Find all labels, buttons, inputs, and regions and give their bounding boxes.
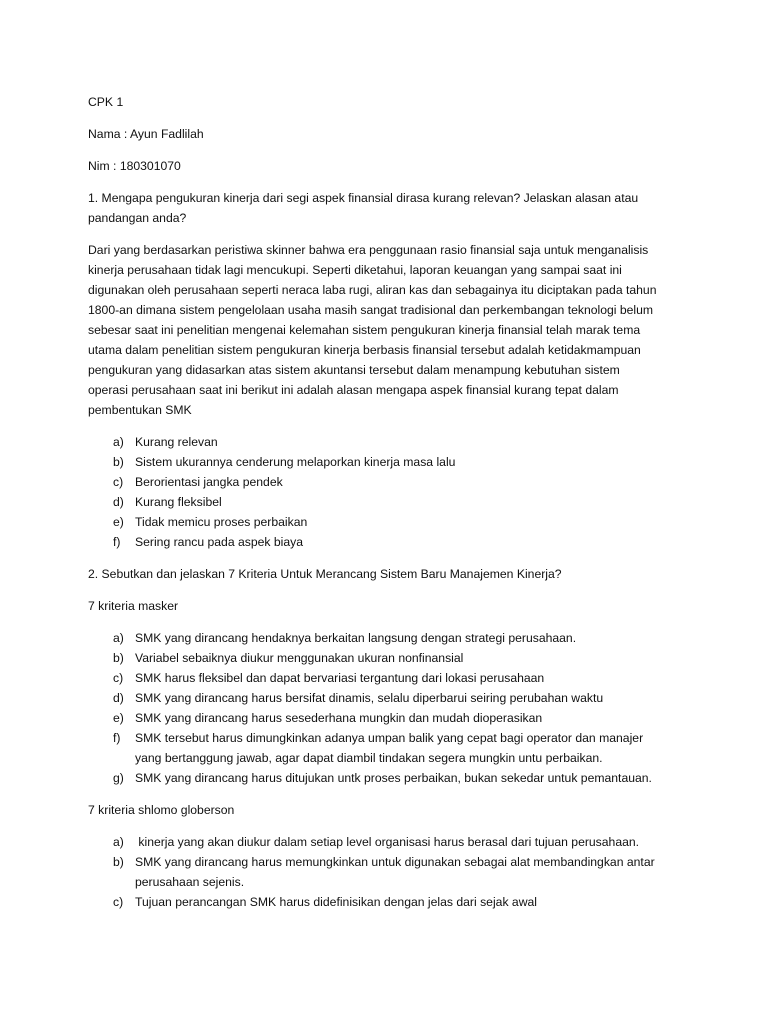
document-title: CPK 1 — [88, 95, 124, 109]
list-item-text: Sering rancu pada aspek biaya — [135, 535, 304, 549]
list-marker: c) — [113, 895, 124, 909]
list-item — [88, 852, 688, 892]
list-item — [88, 892, 688, 912]
list-marker: d) — [113, 691, 124, 705]
document-page — [88, 92, 688, 924]
list-marker: f) — [113, 731, 121, 745]
list-item-text: SMK yang dirancang harus sesederhana mungkin dan mudah dioperasikan — [135, 711, 543, 725]
list-item-text: SMK tersebut harus dimungkinkan adanya umpan balik yang cepat bagi operator dan manajer — [135, 731, 644, 745]
answer-1-list — [88, 432, 688, 552]
list-item — [88, 768, 688, 788]
list-marker: a) — [113, 435, 124, 449]
list-item — [88, 472, 688, 492]
list-item-text: SMK yang dirancang harus memungkinkan untuk digunakan sebagai alat membandingkan antar — [135, 855, 655, 869]
list-marker: g) — [113, 771, 124, 785]
question-1-line: pandangan anda? — [88, 211, 187, 225]
list-item-text: SMK yang dirancang harus ditujukan untk proses perbaikan, bukan sekedar untuk pemantauan. — [135, 771, 652, 785]
list-item-text: SMK yang dirancang hendaknya berkaitan langsung dengan strategi perusahaan. — [135, 631, 577, 645]
answer-1-paragraph — [88, 240, 688, 420]
list-marker: b) — [113, 455, 124, 469]
list-item-text: Kurang relevan — [135, 435, 218, 449]
list-item — [88, 432, 688, 452]
list-item-text: kinerja yang akan diukur dalam setiap level organisasi harus berasal dari tujuan perusahaan. — [135, 835, 640, 849]
masker-heading: 7 kriteria masker — [88, 599, 179, 613]
answer-1-line: kinerja perusahaan tidak lagi mencukupi. Seperti diketahui, laporan keuangan yang sampai saat ini — [88, 263, 622, 277]
list-item — [88, 452, 688, 472]
list-item-text: SMK harus fleksibel dan dapat bervariasi tergantung dari lokasi perusahaan — [135, 671, 545, 685]
answer-1-line: sebesar saat ini penelitian mengenai kelemahan sistem pengukuran kinerja finansial telah marak tema — [88, 323, 641, 337]
list-marker: b) — [113, 855, 124, 869]
student-name: Nama : Ayun Fadlilah — [88, 127, 204, 141]
list-marker: a) — [113, 631, 124, 645]
question-1 — [88, 188, 688, 228]
answer-1-line: pembentukan SMK — [88, 403, 192, 417]
answer-1-line: Dari yang berdasarkan peristiwa skinner bahwa era penggunaan rasio finansial saja untuk menganalisis — [88, 243, 649, 257]
list-item — [88, 728, 688, 768]
list-item-text: Tujuan perancangan SMK harus didefinisikan dengan jelas dari sejak awal — [135, 895, 537, 909]
list-item — [88, 832, 688, 852]
answer-1-line: operasi perusahaan saat ini berikut ini adalah alasan mengapa aspek finansial kurang tepat dalam — [88, 383, 619, 397]
answer-1-line: digunakan oleh perusahaan seperti neraca laba rugi, aliran kas dan sebagainya itu diciptakan pada tahun — [88, 283, 657, 297]
question-1-line: 1. Mengapa pengukuran kinerja dari segi aspek finansial dirasa kurang relevan? Jelaskan alasan atau — [88, 191, 639, 205]
list-item — [88, 512, 688, 532]
list-marker: d) — [113, 495, 124, 509]
list-marker: a) — [113, 835, 124, 849]
list-item — [88, 492, 688, 512]
shlomo-heading: 7 kriteria shlomo globerson — [88, 803, 235, 817]
list-marker: b) — [113, 651, 124, 665]
answer-1-line: pengukuran yang didasarkan atas sistem akuntansi tersebut dalam menampung kebutuhan sistem — [88, 363, 620, 377]
list-item — [88, 688, 688, 708]
list-item-text: Sistem ukurannya cenderung melaporkan kinerja masa lalu — [135, 455, 456, 469]
list-item — [88, 668, 688, 688]
answer-1-line: 1800-an dimana sistem pengelolaan usaha masih sangat tradisional dan perkembangan teknologi belum — [88, 303, 654, 317]
list-item — [88, 628, 688, 648]
list-item-text: Variabel sebaiknya diukur menggunakan ukuran nonfinansial — [135, 651, 464, 665]
list-item-text-continued: perusahaan sejenis. — [135, 875, 245, 889]
list-marker: e) — [113, 515, 124, 529]
list-item-text: Kurang fleksibel — [135, 495, 222, 509]
question-2: 2. Sebutkan dan jelaskan 7 Kriteria Untuk Merancang Sistem Baru Manajemen Kinerja? — [88, 567, 562, 581]
shlomo-criteria-list — [88, 832, 688, 912]
list-item-text: Berorientasi jangka pendek — [135, 475, 283, 489]
list-marker: e) — [113, 711, 124, 725]
list-item — [88, 708, 688, 728]
list-marker: c) — [113, 671, 124, 685]
list-item-text-continued: yang bertanggung jawab, agar dapat diambil tindakan segera mungkin untu perbaikan. — [135, 751, 603, 765]
list-item — [88, 648, 688, 668]
list-marker: c) — [113, 475, 124, 489]
list-item-text: SMK yang dirancang harus bersifat dinamis, selalu diperbarui seiring perubahan waktu — [135, 691, 604, 705]
answer-1-line: utama dalam penelitian sistem pengukuran kinerja berbasis finansial tersebut adalah ketidakmampuan — [88, 343, 641, 357]
list-item-text: Tidak memicu proses perbaikan — [135, 515, 308, 529]
masker-criteria-list — [88, 628, 688, 788]
student-nim: Nim : 180301070 — [88, 159, 181, 173]
list-marker: f) — [113, 535, 121, 549]
list-item — [88, 532, 688, 552]
